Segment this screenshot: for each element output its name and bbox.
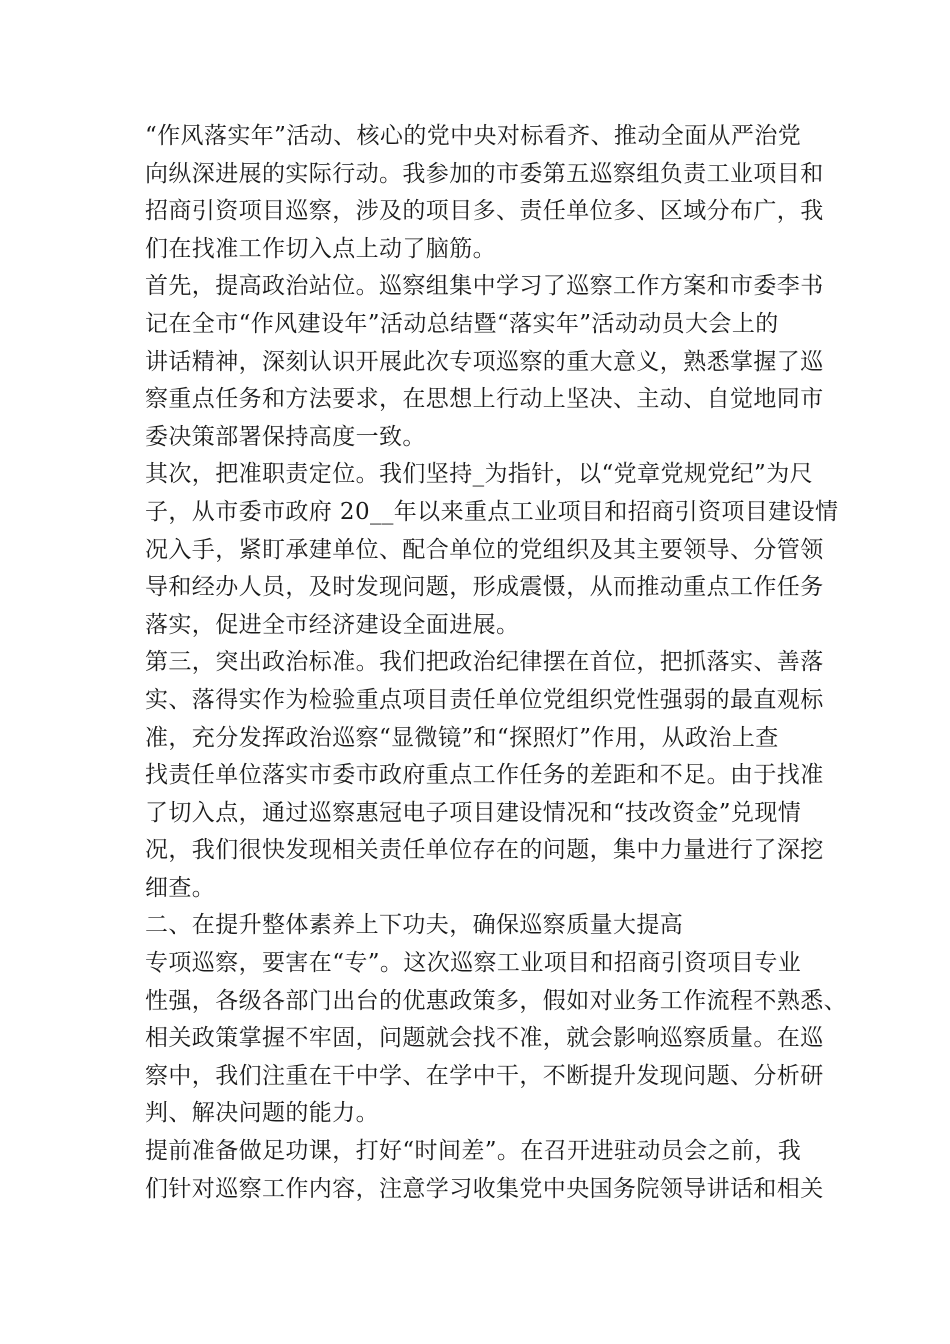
text-line: 准，充分发挥政治巡察“显微镜”和“探照灯”作用，从政治上查	[145, 724, 779, 751]
text-line: 相关政策掌握不牢固，问题就会找不准，就会影响巡察质量。在巡	[145, 1025, 824, 1052]
text-line: 察重点任务和方法要求，在思想上行动上坚决、主动、自觉地同市	[145, 386, 824, 413]
text-line: 况，我们很快发现相关责任单位存在的问题，集中力量进行了深挖	[145, 837, 824, 864]
text-line: 首先，提高政治站位。巡察组集中学习了巡察工作方案和市委李书	[145, 273, 824, 300]
text-line: 导和经办人员，及时发现问题，形成震慑，从而推动重点工作任务	[145, 574, 824, 601]
text-line: 讲话精神，深刻认识开展此次专项巡察的重大意义，熟悉掌握了巡	[145, 348, 824, 375]
text-line: 判、解决问题的能力。	[145, 1100, 379, 1127]
text-line: 实、落得实作为检验重点项目责任单位党组织党性强弱的最直观标	[145, 686, 824, 713]
text-line: “作风落实年”活动、核心的党中央对标看齐、推动全面从严治党	[145, 123, 802, 149]
text-line: 况入手，紧盯承建单位、配合单位的党组织及其主要领导、分管领	[145, 536, 824, 563]
text-line: 性强，各级各部门出台的优惠政策多，假如对业务工作流程不熟悉、	[145, 987, 847, 1014]
text-line: 记在全市“作风建设年”活动总结暨“落实年”活动动员大会上的	[145, 310, 779, 337]
document-body	[145, 118, 847, 1208]
text-line: 其次，把准职责定位。我们坚持_为指针，以“党章党规党纪”为尺	[145, 461, 814, 488]
text-line: 招商引资项目巡察，涉及的项目多、责任单位多、区域分布广，我	[145, 198, 824, 225]
text-line: 落实，促进全市经济建设全面进展。	[145, 611, 520, 638]
text-line: 第三，突出政治标准。我们把政治纪律摆在首位，把抓落实、善落	[145, 649, 824, 676]
text-line: 提前准备做足功课，打好“时间差”。在召开进驻动员会之前，我	[145, 1138, 802, 1165]
text-line: 察中，我们注重在干中学、在学中干，不断提升发现问题、分析研	[145, 1062, 824, 1089]
text-line: 们在找准工作切入点上动了脑筋。	[145, 235, 496, 262]
text-line: 委决策部署保持高度一致。	[145, 423, 426, 450]
section-heading: 二、在提升整体素养上下功夫，确保巡察质量大提高	[145, 912, 684, 939]
text-line: 专项巡察，要害在“专”。这次巡察工业项目和招商引资项目专业	[145, 950, 802, 977]
text-line: 细查。	[145, 874, 216, 901]
text-line: 子，从市委市政府 20__年以来重点工业项目和招商引资项目建设情	[145, 498, 839, 525]
text-line: 找责任单位落实市委市政府重点工作任务的差距和不足。由于找准	[145, 762, 824, 789]
text-line: 们针对巡察工作内容，注意学习收集党中央国务院领导讲话和相关	[145, 1175, 824, 1202]
text-line: 向纵深进展的实际行动。我参加的市委第五巡察组负责工业项目和	[145, 160, 824, 187]
text-line: 了切入点，通过巡察惠冠电子项目建设情况和“技改资金”兑现情	[145, 799, 802, 826]
